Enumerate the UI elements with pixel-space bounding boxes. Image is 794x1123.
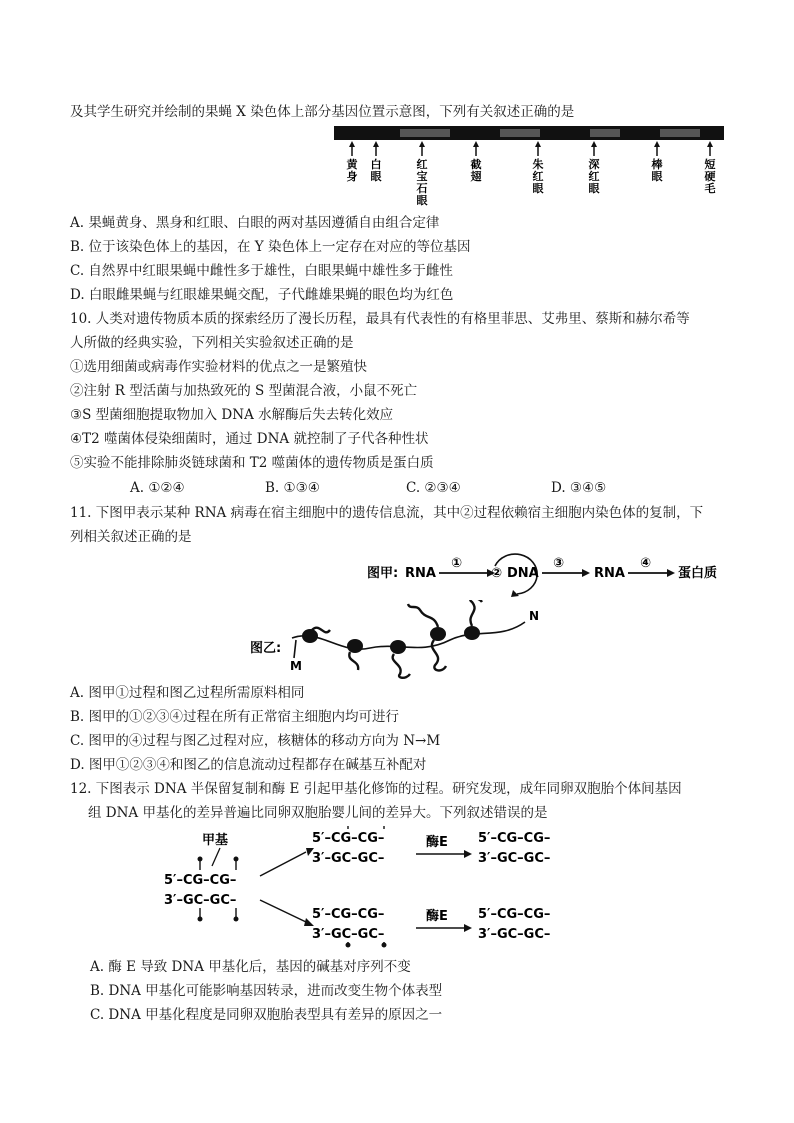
ribosome	[390, 640, 406, 654]
q9-intro: 及其学生研究并绘制的果蝇 X 染色体上部分基因位置示意图，下列有关叙述正确的是	[70, 104, 575, 120]
figure-a-protein: 蛋白质	[678, 566, 718, 581]
mrna-strand	[292, 622, 525, 649]
gene-label: 短硬毛	[704, 158, 716, 195]
result2-top-strand: 5′–CG–CG–	[478, 907, 551, 922]
gene-arrowhead	[373, 141, 379, 147]
q10-choice-d[interactable]: D. ③④⑤	[551, 480, 607, 496]
figure-a-rna-1: RNA	[405, 566, 436, 581]
figure-b-polysome	[250, 600, 570, 680]
gene-arrowhead	[535, 141, 541, 147]
gene-arrowhead	[349, 141, 355, 147]
figure-b-label: 图乙:	[250, 641, 282, 656]
step-2-label: ②	[491, 566, 503, 581]
q11-option-d[interactable]: D. 图甲①②③④和图乙的信息流动过程都存在碱基互补配对	[70, 757, 427, 773]
methyl-group	[346, 942, 387, 948]
gene-arrowhead	[473, 141, 479, 147]
result1-top-strand: 5′–CG–CG–	[478, 831, 551, 846]
figure-a-flow	[365, 544, 740, 600]
gene-label: 白眼	[370, 158, 382, 183]
end-m-label: M	[290, 659, 302, 673]
q11-option-a[interactable]: A. 图甲①过程和图乙过程所需原料相同	[70, 685, 305, 701]
daughter1-bottom-strand: 3′–GC–GC–	[312, 851, 385, 866]
step-4-label: ④	[640, 556, 652, 571]
q10-choice-a[interactable]: A. ①②④	[130, 480, 185, 496]
gene-label: 朱红眼	[532, 158, 544, 195]
parent-top-strand: 5′–CG–CG–	[164, 873, 237, 888]
methyl-label: 甲基	[202, 833, 229, 848]
daughter1-top-strand: 5′–CG–CG–	[312, 831, 385, 846]
gene-arrowhead	[654, 141, 660, 147]
result1-bottom-strand: 3′–GC–GC–	[478, 851, 551, 866]
q12-option-c[interactable]: C. DNA 甲基化程度是同卵双胞胎表型具有差异的原因之一	[90, 1007, 443, 1023]
q10-statement-5: ⑤实验不能排除肺炎链球菌和 T2 噬菌体的遗传物质是蛋白质	[70, 455, 434, 471]
q10-statement-4: ④T2 噬菌体侵染细菌时，通过 DNA 就控制了子代各种性状	[70, 431, 429, 447]
gene-label: 棒眼	[651, 158, 663, 183]
q9-option-d[interactable]: D. 白眼雌果蝇与红眼雄果蝇交配，子代雌雄果蝇的眼色均为红色	[70, 287, 454, 303]
figure-a-rna-2: RNA	[594, 566, 625, 581]
q9-option-c[interactable]: C. 自然界中红眼果蝇中雌性多于雄性，白眼果蝇中雄性多于雌性	[70, 263, 453, 279]
methylation-diagram	[160, 826, 590, 948]
methyl-group	[198, 857, 239, 922]
q12-option-a[interactable]: A. 酶 E 导致 DNA 甲基化后，基因的碱基对序列不变	[90, 959, 411, 975]
figure-a-label: 图甲:	[367, 566, 399, 581]
q12-stem-line2: 组 DNA 甲基化的差异普遍比同卵双胞胎婴儿间的差异大。下列叙述错误的是	[88, 805, 548, 821]
x-chromosome-diagram	[330, 120, 730, 210]
q11-option-c[interactable]: C. 图甲的④过程与图乙过程对应，核糖体的移动方向为 N→M	[70, 733, 441, 749]
gene-arrowhead	[707, 141, 713, 147]
ribosome	[430, 627, 446, 641]
q9-option-a[interactable]: A. 果蝇黄身、黑身和红眼、白眼的两对基因遵循自由组合定律	[70, 215, 440, 231]
gene-arrowhead	[591, 141, 597, 147]
q10-stem-line2: 人所做的经典实验，下列相关实验叙述正确的是	[70, 335, 354, 351]
gene-label: 截翅	[470, 158, 482, 183]
result2-bottom-strand: 3′–GC–GC–	[478, 927, 551, 942]
gene-label: 深红眼	[588, 158, 600, 195]
q9-option-b[interactable]: B. 位于该染色体上的基因，在 Y 染色体上一定存在对应的等位基因	[70, 239, 471, 255]
enzyme-e-label-bottom: 酶E	[426, 909, 448, 924]
ribosome	[302, 629, 318, 643]
parent-bottom-strand: 3′–GC–GC–	[164, 893, 237, 908]
q10-choice-b[interactable]: B. ①③④	[265, 480, 320, 496]
q10-statement-3: ③S 型菌细胞提取物加入 DNA 水解酶后失去转化效应	[70, 407, 394, 423]
figure-a-dna: DNA	[507, 566, 539, 581]
q11-stem-line2: 列相关叙述正确的是	[70, 529, 192, 545]
ribosome	[347, 639, 363, 653]
methyl-group	[346, 826, 387, 829]
q11-stem-line1: 11. 下图甲表示某种 RNA 病毒在宿主细胞中的遗传信息流，其中②过程依赖宿主细胞内染色体的复制，下	[70, 505, 704, 521]
q12-option-b[interactable]: B. DNA 甲基化可能影响基因转录，进而改变生物个体表型	[90, 983, 443, 999]
q10-choice-c[interactable]: C. ②③④	[406, 480, 461, 496]
ribosome	[464, 626, 480, 640]
q10-statement-2: ②注射 R 型活菌与加热致死的 S 型菌混合液，小鼠不死亡	[70, 383, 418, 399]
q12-stem-line1: 12. 下图表示 DNA 半保留复制和酶 E 引起甲基化修饰的过程。研究发现，成年同卵双胞胎个体间基因	[70, 781, 682, 797]
daughter2-top-strand: 5′–CG–CG–	[312, 907, 385, 922]
q10-stem-line1: 10. 人类对遗传物质本质的探索经历了漫长历程，最具有代表性的有格里菲思、艾弗里、蔡斯和赫尔希等	[70, 311, 690, 327]
step-1-label: ①	[451, 556, 463, 571]
end-n-label: N	[529, 609, 540, 623]
gene-markers	[347, 141, 716, 207]
gene-label: 红宝石眼	[416, 158, 428, 207]
q11-option-b[interactable]: B. 图甲的①②③④过程在所有正常宿主细胞内均可进行	[70, 709, 400, 725]
gene-label: 黄身	[346, 158, 358, 183]
q10-statement-1: ①选用细菌或病毒作实验材料的优点之一是繁殖快	[70, 359, 367, 375]
daughter2-bottom-strand: 3′–GC–GC–	[312, 927, 385, 942]
enzyme-e-label-top: 酶E	[426, 835, 448, 850]
step-3-label: ③	[553, 556, 565, 571]
gene-arrowhead	[419, 141, 425, 147]
